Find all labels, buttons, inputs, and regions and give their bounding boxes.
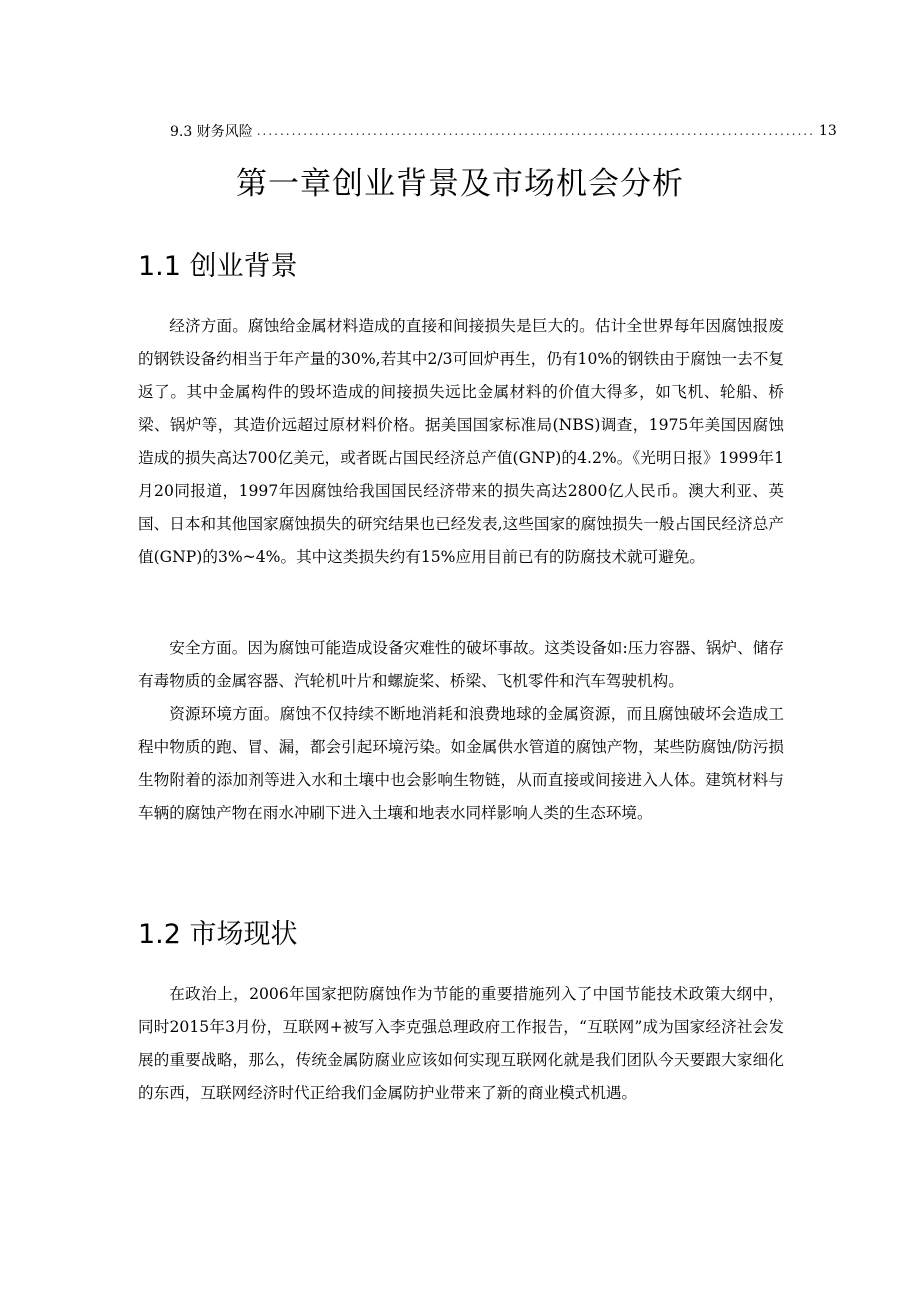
toc-entry-label: 9.3 财务风险: [170, 124, 253, 140]
paragraph-economy: 经济方面。腐蚀给金属材料造成的直接和间接损失是巨大的。估计全世界每年因腐蚀报废的钢铁设备约相当于年产量的30%,若其中2/3可回炉再生，仍有10%的钢铁由于腐蚀一去不复返了。其中金属构件的毁坏造成的间接损失远比金属材料的价值大得多，如飞机、轮船、桥梁、锅炉等，其造价远超过原材料价格。据美国国家标准局(NBS)调查，1975年美国因腐蚀造成的损失高达700亿美元，或者既占国民经济总产值(GNP)的4.2%。《光明日报》1999年1月20同报道，1997年因腐蚀给我国国民经济带来的损失高达2800亿人民币。澳大利亚、英国、日本和其他国家腐蚀损失的研究结果也已经发表,这些国家的腐蚀损失一般占国民经济总产值(GNP)的3%~4%。其中这类损失约有15%应用目前已有的防腐技术就可避免。: [138, 317, 784, 566]
toc-leader-dots: ................................................................................................: [256, 124, 815, 138]
paragraph-policy: 在政治上，2006年国家把防腐蚀作为节能的重要措施列入了中国节能技术政策大纲中，同时2015年3月份，互联网+被写入李克强总理政府工作报告，“互联网”成为国家经济社会发展的重要战略，那么，传统金属防腐业应该如何实现互联网化就是我们团队今天要跟大家细化的东西，互联网经济时代正给我们金属防护业带来了新的商业模式机遇。: [138, 985, 784, 1102]
paragraph-safety: 安全方面。因为腐蚀可能造成设备灾难性的破坏事故。这类设备如:压力容器、锅炉、储存有毒物质的金属容器、汽轮机叶片和螺旋桨、桥梁、飞机零件和汽车驾驶机构。: [138, 639, 784, 690]
section-title-market: 1.2 市场现状: [138, 919, 298, 950]
section-title-background: 1.1 创业背景: [138, 251, 298, 282]
chapter-title: 第一章创业背景及市场机会分析: [236, 166, 684, 202]
toc-entry[interactable]: [170, 120, 837, 142]
toc-page-number: 13: [818, 123, 837, 139]
paragraph-environment: 资源环境方面。腐蚀不仅持续不断地消耗和浪费地球的金属资源，而且腐蚀破坏会造成工程中物质的跑、冒、漏，都会引起环境污染。如金属供水管道的腐蚀产物，某些防腐蚀/防污损生物附着的添加剂等进入水和土壤中也会影响生物链，从而直接或间接进入人体。建筑材料与车辆的腐蚀产物在雨水冲刷下进入土壤和地表水同样影响人类的生态环境。: [138, 705, 784, 822]
